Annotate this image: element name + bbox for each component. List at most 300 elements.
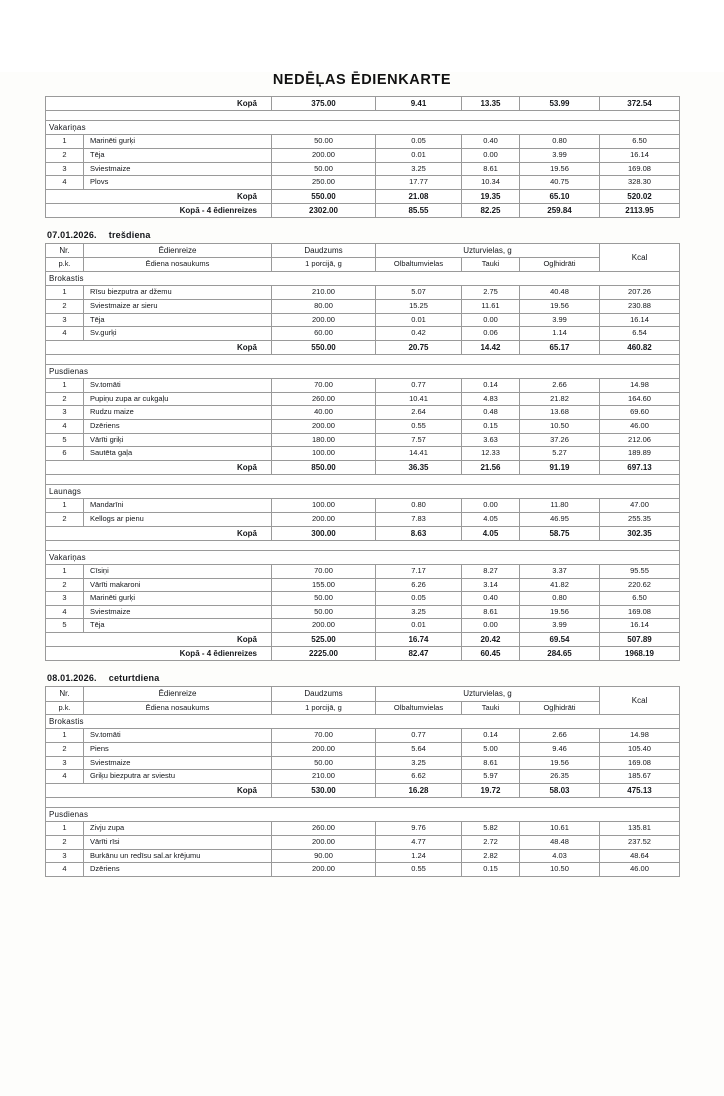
subtotal-fat: 4.05: [462, 526, 520, 540]
item-name: Sviestmaize: [84, 756, 272, 770]
item-nr: 2: [46, 512, 84, 526]
item-qty: 250.00: [272, 176, 376, 190]
table-row: [46, 499, 680, 513]
item-fat: 5.00: [462, 743, 520, 757]
subtotal-protein: 16.28: [376, 783, 462, 797]
document-page: [0, 72, 724, 1096]
subtotal-carbs: 65.10: [520, 189, 600, 203]
meal-group-header: [46, 715, 680, 729]
item-carbs: 21.82: [520, 392, 600, 406]
subtotal-fat: 20.42: [462, 633, 520, 647]
item-name: Plovs: [84, 176, 272, 190]
table-row: [46, 605, 680, 619]
subtotal-label: Kopā: [46, 460, 272, 474]
item-kcal: 47.00: [600, 499, 680, 513]
item-protein: 6.62: [376, 770, 462, 784]
item-protein: 2.64: [376, 406, 462, 420]
item-protein: 7.17: [376, 564, 462, 578]
col-kcal: Kcal: [600, 687, 680, 715]
col-protein: Olbaltumvielas: [376, 258, 462, 272]
table-row-subtotal: [46, 340, 680, 354]
item-carbs: 40.75: [520, 176, 600, 190]
item-qty: 200.00: [272, 420, 376, 434]
item-qty: 50.00: [272, 756, 376, 770]
meal-group-label: Launags: [46, 485, 680, 499]
meal-group-header: [46, 364, 680, 378]
item-fat: 4.05: [462, 512, 520, 526]
item-carbs: 19.56: [520, 299, 600, 313]
item-protein: 0.01: [376, 313, 462, 327]
item-protein: 7.57: [376, 433, 462, 447]
col-meal-sub: Ēdiena nosaukums: [84, 701, 272, 715]
table-row: [46, 433, 680, 447]
item-fat: 0.06: [462, 327, 520, 341]
table-row: [46, 592, 680, 606]
meal-group-header: [46, 808, 680, 822]
day-date: 07.01.2026.: [47, 230, 97, 241]
day-total-qty: 2225.00: [272, 647, 376, 661]
item-nr: 4: [46, 770, 84, 784]
item-name: Cīsiņi: [84, 564, 272, 578]
meal-group-label: Brokastis: [46, 715, 680, 729]
table-row: [46, 743, 680, 757]
item-nr: 3: [46, 592, 84, 606]
item-qty: 200.00: [272, 512, 376, 526]
item-kcal: 16.14: [600, 313, 680, 327]
day-table-1: [45, 686, 680, 876]
table-row-subtotal: [46, 526, 680, 540]
item-kcal: 16.14: [600, 149, 680, 163]
item-carbs: 19.56: [520, 756, 600, 770]
item-qty: 50.00: [272, 135, 376, 149]
table-row: [46, 392, 680, 406]
item-kcal: 169.08: [600, 605, 680, 619]
table-row: [46, 176, 680, 190]
item-protein: 9.76: [376, 822, 462, 836]
day-total-carbs: 284.65: [520, 647, 600, 661]
col-protein: Olbaltumvielas: [376, 701, 462, 715]
item-qty: 90.00: [272, 849, 376, 863]
item-kcal: 169.08: [600, 756, 680, 770]
day-total-kcal: 1968.19: [600, 647, 680, 661]
item-qty: 100.00: [272, 447, 376, 461]
item-carbs: 13.68: [520, 406, 600, 420]
item-fat: 11.61: [462, 299, 520, 313]
item-carbs: 19.56: [520, 162, 600, 176]
col-nr-sub: p.k.: [46, 701, 84, 715]
item-fat: 0.00: [462, 499, 520, 513]
subtotal-carbs: 91.19: [520, 460, 600, 474]
meal-group-header: [46, 121, 680, 135]
subtotal-label: Kopā: [46, 783, 272, 797]
item-name: Sviestmaize ar sieru: [84, 299, 272, 313]
item-protein: 3.25: [376, 162, 462, 176]
col-nr: Nr.: [46, 244, 84, 258]
table-subheader-row: [46, 701, 680, 715]
item-protein: 5.64: [376, 743, 462, 757]
table-row-subtotal: [46, 633, 680, 647]
day-section-1: [45, 673, 679, 876]
col-fat: Tauki: [462, 258, 520, 272]
col-qty-sub: 1 porcijā, g: [272, 258, 376, 272]
col-qty: Daudzums: [272, 687, 376, 701]
item-qty: 80.00: [272, 299, 376, 313]
subtotal-label: Kopā: [46, 189, 272, 203]
subtotal-label: Kopā: [46, 633, 272, 647]
table-row: [46, 822, 680, 836]
item-name: Tēja: [84, 619, 272, 633]
item-carbs: 10.61: [520, 822, 600, 836]
item-nr: 4: [46, 420, 84, 434]
meal-group-label: Vakariņas: [46, 121, 680, 135]
item-fat: 0.40: [462, 592, 520, 606]
item-fat: 12.33: [462, 447, 520, 461]
item-nr: 4: [46, 863, 84, 877]
item-carbs: 10.50: [520, 420, 600, 434]
day-total-label: Kopā - 4 ēdienreizes: [46, 204, 272, 218]
item-protein: 3.25: [376, 605, 462, 619]
item-name: Kellogs ar pienu: [84, 512, 272, 526]
item-carbs: 40.48: [520, 286, 600, 300]
item-nr: 2: [46, 299, 84, 313]
col-qty: Daudzums: [272, 244, 376, 258]
item-carbs: 10.50: [520, 863, 600, 877]
item-nr: 2: [46, 835, 84, 849]
subtotal-fat: 13.35: [462, 97, 520, 111]
item-nr: 4: [46, 605, 84, 619]
item-kcal: 69.60: [600, 406, 680, 420]
table-subheader-row: [46, 258, 680, 272]
item-kcal: 46.00: [600, 420, 680, 434]
subtotal-qty: 850.00: [272, 460, 376, 474]
day-total-qty: 2302.00: [272, 204, 376, 218]
subtotal-fat: 21.56: [462, 460, 520, 474]
item-protein: 0.42: [376, 327, 462, 341]
item-fat: 0.40: [462, 135, 520, 149]
item-kcal: 6.50: [600, 135, 680, 149]
item-fat: 2.82: [462, 849, 520, 863]
item-protein: 3.25: [376, 756, 462, 770]
item-name: Vārīti rīsi: [84, 835, 272, 849]
item-qty: 100.00: [272, 499, 376, 513]
col-fat: Tauki: [462, 701, 520, 715]
subtotal-qty: 375.00: [272, 97, 376, 111]
item-nr: 6: [46, 447, 84, 461]
item-nr: 3: [46, 756, 84, 770]
table-row: [46, 286, 680, 300]
meal-group-label: Brokastis: [46, 272, 680, 286]
subtotal-kcal: 460.82: [600, 340, 680, 354]
item-nr: 2: [46, 392, 84, 406]
item-qty: 200.00: [272, 743, 376, 757]
item-nr: 2: [46, 149, 84, 163]
item-carbs: 3.99: [520, 149, 600, 163]
subtotal-qty: 300.00: [272, 526, 376, 540]
day-date: 08.01.2026.: [47, 673, 97, 684]
item-nr: 2: [46, 578, 84, 592]
item-protein: 0.77: [376, 379, 462, 393]
item-kcal: 14.98: [600, 729, 680, 743]
subtotal-carbs: 58.75: [520, 526, 600, 540]
item-carbs: 11.80: [520, 499, 600, 513]
meal-group-label: Pusdienas: [46, 364, 680, 378]
item-protein: 7.83: [376, 512, 462, 526]
item-qty: 200.00: [272, 313, 376, 327]
table-row-subtotal: [46, 460, 680, 474]
table-header-row: [46, 244, 680, 258]
col-nr-sub: p.k.: [46, 258, 84, 272]
item-fat: 2.75: [462, 286, 520, 300]
item-name: Marinēti gurķi: [84, 592, 272, 606]
item-nr: 1: [46, 822, 84, 836]
item-carbs: 9.46: [520, 743, 600, 757]
item-nr: 5: [46, 619, 84, 633]
table-row: [46, 313, 680, 327]
item-name: Sviestmaize: [84, 162, 272, 176]
item-nr: 1: [46, 286, 84, 300]
item-protein: 0.05: [376, 135, 462, 149]
table-row-day-total: [46, 204, 680, 218]
item-name: Rīsu biezputra ar džemu: [84, 286, 272, 300]
item-protein: 0.05: [376, 592, 462, 606]
item-fat: 8.61: [462, 605, 520, 619]
day-total-carbs: 259.84: [520, 204, 600, 218]
item-qty: 50.00: [272, 605, 376, 619]
item-name: Vārīti griķi: [84, 433, 272, 447]
item-name: Sv.gurķi: [84, 327, 272, 341]
subtotal-label: Kopā: [46, 340, 272, 354]
item-protein: 0.55: [376, 863, 462, 877]
item-kcal: 255.35: [600, 512, 680, 526]
meal-group-label: Vakariņas: [46, 550, 680, 564]
item-carbs: 2.66: [520, 729, 600, 743]
item-name: Rudzu maize: [84, 406, 272, 420]
item-kcal: 95.55: [600, 564, 680, 578]
subtotal-protein: 21.08: [376, 189, 462, 203]
item-name: Sviestmaize: [84, 605, 272, 619]
col-carbs: Ogļhidrāti: [520, 701, 600, 715]
subtotal-carbs: 65.17: [520, 340, 600, 354]
item-carbs: 37.26: [520, 433, 600, 447]
item-fat: 8.27: [462, 564, 520, 578]
table-row: [46, 835, 680, 849]
subtotal-kcal: 697.13: [600, 460, 680, 474]
item-nr: 3: [46, 162, 84, 176]
subtotal-qty: 530.00: [272, 783, 376, 797]
item-carbs: 3.99: [520, 313, 600, 327]
subtotal-fat: 19.35: [462, 189, 520, 203]
day-heading-1: [47, 673, 679, 683]
item-kcal: 169.08: [600, 162, 680, 176]
item-qty: 200.00: [272, 835, 376, 849]
item-kcal: 6.50: [600, 592, 680, 606]
item-name: Pupiņu zupa ar cukgaļu: [84, 392, 272, 406]
item-fat: 2.72: [462, 835, 520, 849]
item-qty: 70.00: [272, 564, 376, 578]
item-nr: 1: [46, 564, 84, 578]
subtotal-carbs: 69.54: [520, 633, 600, 647]
item-qty: 210.00: [272, 770, 376, 784]
item-nr: 1: [46, 729, 84, 743]
table-row-day-total: [46, 647, 680, 661]
item-name: Sautēta gaļa: [84, 447, 272, 461]
item-kcal: 164.60: [600, 392, 680, 406]
subtotal-kcal: 507.89: [600, 633, 680, 647]
col-meal: Ēdienreize: [84, 244, 272, 258]
table-row: [46, 135, 680, 149]
day-weekday: trešdiena: [108, 230, 151, 241]
subtotal-label: Kopā: [46, 97, 272, 111]
item-fat: 0.15: [462, 863, 520, 877]
item-name: Sv.tomāti: [84, 729, 272, 743]
table-row: [46, 420, 680, 434]
item-nr: 4: [46, 176, 84, 190]
subtotal-qty: 550.00: [272, 189, 376, 203]
item-protein: 5.07: [376, 286, 462, 300]
item-carbs: 19.56: [520, 605, 600, 619]
table-row: [46, 770, 680, 784]
table-row: [46, 863, 680, 877]
item-name: Mandarīni: [84, 499, 272, 513]
day-weekday: ceturtdiena: [108, 673, 160, 684]
table-row: [46, 578, 680, 592]
table-row: [46, 729, 680, 743]
top-fragment-section: [45, 96, 679, 218]
item-protein: 4.77: [376, 835, 462, 849]
meal-group-label: Pusdienas: [46, 808, 680, 822]
item-nr: 4: [46, 327, 84, 341]
meal-group-header: [46, 485, 680, 499]
meal-group-header: [46, 272, 680, 286]
table-row: [46, 512, 680, 526]
item-qty: 70.00: [272, 729, 376, 743]
item-qty: 40.00: [272, 406, 376, 420]
item-protein: 0.55: [376, 420, 462, 434]
item-carbs: 2.66: [520, 379, 600, 393]
item-carbs: 46.95: [520, 512, 600, 526]
subtotal-carbs: 58.03: [520, 783, 600, 797]
item-qty: 260.00: [272, 822, 376, 836]
subtotal-kcal: 302.35: [600, 526, 680, 540]
item-protein: 15.25: [376, 299, 462, 313]
day-section-0: [45, 230, 679, 661]
col-qty-sub: 1 porcijā, g: [272, 701, 376, 715]
item-nr: 5: [46, 433, 84, 447]
item-qty: 155.00: [272, 578, 376, 592]
item-carbs: 0.80: [520, 592, 600, 606]
item-qty: 50.00: [272, 162, 376, 176]
item-nr: 1: [46, 135, 84, 149]
item-qty: 60.00: [272, 327, 376, 341]
item-carbs: 1.14: [520, 327, 600, 341]
subtotal-qty: 525.00: [272, 633, 376, 647]
item-qty: 180.00: [272, 433, 376, 447]
item-kcal: 189.89: [600, 447, 680, 461]
subtotal-protein: 20.75: [376, 340, 462, 354]
item-fat: 0.14: [462, 379, 520, 393]
subtotal-protein: 36.35: [376, 460, 462, 474]
item-qty: 50.00: [272, 592, 376, 606]
subtotal-protein: 8.63: [376, 526, 462, 540]
item-kcal: 212.06: [600, 433, 680, 447]
item-fat: 3.63: [462, 433, 520, 447]
item-kcal: 14.98: [600, 379, 680, 393]
item-fat: 0.14: [462, 729, 520, 743]
item-qty: 200.00: [272, 619, 376, 633]
item-fat: 0.00: [462, 313, 520, 327]
item-carbs: 4.03: [520, 849, 600, 863]
table-row: [46, 299, 680, 313]
table-header-row: [46, 687, 680, 701]
table-row: [46, 756, 680, 770]
item-carbs: 3.37: [520, 564, 600, 578]
item-fat: 5.97: [462, 770, 520, 784]
item-name: Zivju zupa: [84, 822, 272, 836]
table-row: [46, 406, 680, 420]
item-nr: 2: [46, 743, 84, 757]
item-name: Sv.tomāti: [84, 379, 272, 393]
item-name: Burkānu un redīsu sal.ar krējumu: [84, 849, 272, 863]
item-kcal: 328.30: [600, 176, 680, 190]
day-total-fat: 60.45: [462, 647, 520, 661]
subtotal-protein: 9.41: [376, 97, 462, 111]
table-row: [46, 447, 680, 461]
item-carbs: 26.35: [520, 770, 600, 784]
item-protein: 0.80: [376, 499, 462, 513]
item-kcal: 46.00: [600, 863, 680, 877]
item-kcal: 16.14: [600, 619, 680, 633]
table-row-subtotal: [46, 783, 680, 797]
item-name: Griķu biezputra ar sviestu: [84, 770, 272, 784]
item-fat: 0.15: [462, 420, 520, 434]
table-row: [46, 564, 680, 578]
item-fat: 0.00: [462, 149, 520, 163]
item-fat: 8.61: [462, 162, 520, 176]
table-row: [46, 619, 680, 633]
day-heading-0: [47, 230, 679, 240]
col-meal: Ēdienreize: [84, 687, 272, 701]
table-row: [46, 849, 680, 863]
col-meal-sub: Ēdiena nosaukums: [84, 258, 272, 272]
subtotal-kcal: 372.54: [600, 97, 680, 111]
table-row: [46, 379, 680, 393]
item-kcal: 230.88: [600, 299, 680, 313]
table-row-subtotal: [46, 97, 680, 111]
item-protein: 0.01: [376, 149, 462, 163]
table-row: [46, 162, 680, 176]
table-row-subtotal: [46, 189, 680, 203]
item-protein: 6.26: [376, 578, 462, 592]
item-kcal: 220.62: [600, 578, 680, 592]
subtotal-kcal: 520.02: [600, 189, 680, 203]
item-protein: 0.01: [376, 619, 462, 633]
subtotal-protein: 16.74: [376, 633, 462, 647]
item-name: Tēja: [84, 313, 272, 327]
item-protein: 0.77: [376, 729, 462, 743]
day-total-label: Kopā - 4 ēdienreizes: [46, 647, 272, 661]
item-fat: 0.48: [462, 406, 520, 420]
item-name: Dzēriens: [84, 420, 272, 434]
item-kcal: 207.26: [600, 286, 680, 300]
item-fat: 8.61: [462, 756, 520, 770]
page-title: NEDĒĻAS ĒDIENKARTE: [272, 72, 452, 88]
item-protein: 1.24: [376, 849, 462, 863]
col-carbs: Ogļhidrāti: [520, 258, 600, 272]
col-nutrients: Uzturvielas, g: [376, 687, 600, 701]
day-total-protein: 82.47: [376, 647, 462, 661]
table-row: [46, 149, 680, 163]
subtotal-qty: 550.00: [272, 340, 376, 354]
